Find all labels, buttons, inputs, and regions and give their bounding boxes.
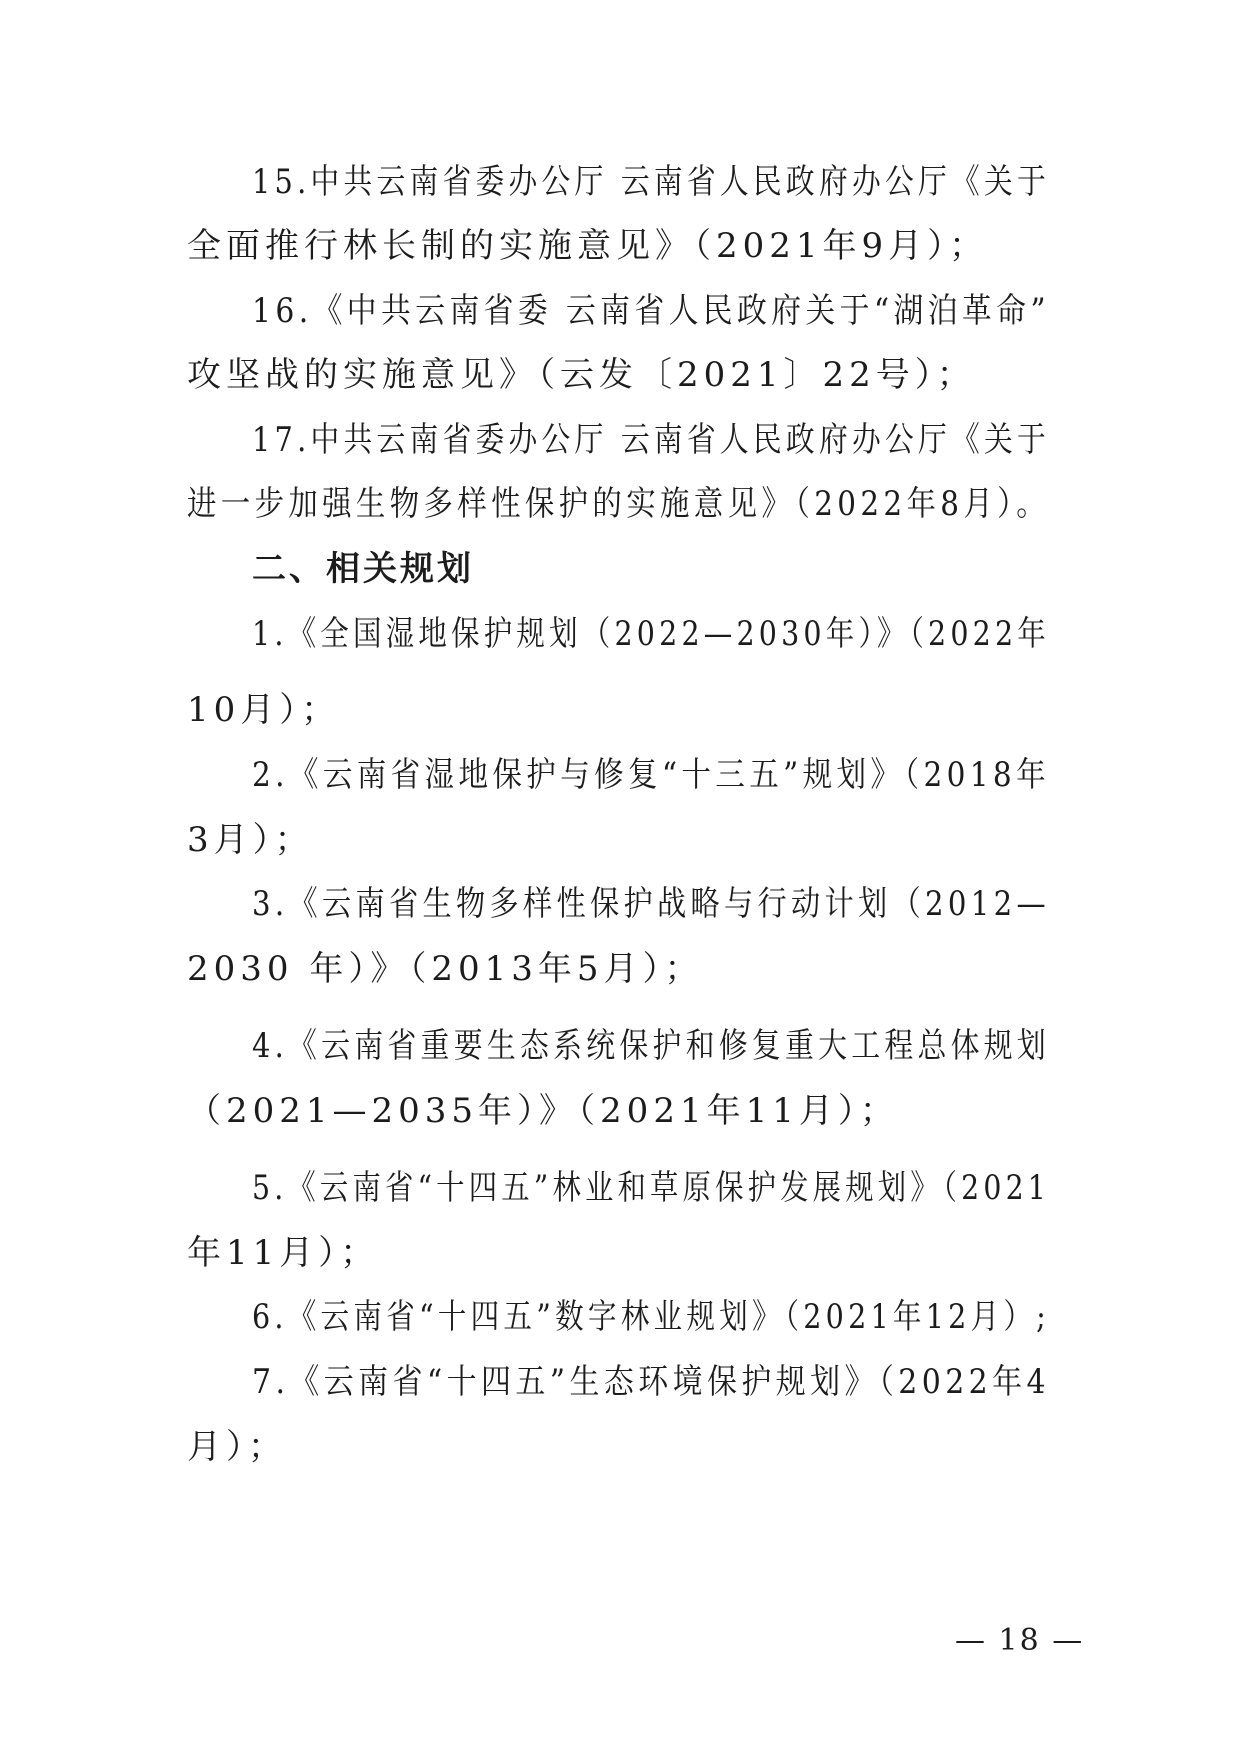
paragraph-line: 7.《云南省“十四五”生态环境保护规划》（2022年4 xyxy=(252,1362,1050,1402)
paragraph-line: 17.中共云南省委办公厅 云南省人民政府办公厅《关于 xyxy=(252,420,1050,460)
paragraph-line: （2021—2035年）》（2021年11月）； xyxy=(187,1091,899,1131)
paragraph-line: 进一步加强生物多样性保护的实施意见》（2022年8月）。 xyxy=(187,484,1050,524)
paragraph-line: 月）； xyxy=(187,1427,287,1467)
paragraph-line: 年11月）； xyxy=(187,1233,380,1273)
paragraph-line: 15.中共云南省委办公厅 云南省人民政府办公厅《关于 xyxy=(252,162,1050,202)
paragraph-line: 4.《云南省重要生态系统保护和修复重大工程总体规划 xyxy=(252,1026,1050,1066)
paragraph-line: 5.《云南省“十四五”林业和草原保护发展规划》（2021 xyxy=(252,1168,1050,1208)
paragraph-line: 攻坚战的实施意见》（云发〔2021〕22号）； xyxy=(187,355,976,395)
paragraph-line: 16.《中共云南省委 云南省人民政府关于“湖泊革命” xyxy=(252,291,1050,331)
paragraph-line: 10月）； xyxy=(187,690,341,730)
section-heading: 二、相关规划 xyxy=(252,549,474,589)
paragraph-line: 6.《云南省“十四五”数字林业规划》（2021年12月）; xyxy=(252,1297,1050,1337)
paragraph-line: 全面推行林长制的实施意见》（2021年9月）； xyxy=(187,226,989,266)
paragraph-line: 3.《云南省生物多样性保护战略与行动计划（2012— xyxy=(252,884,1050,924)
paragraph-line: 2.《云南省湿地保护与修复“十三五”规划》（2018年 xyxy=(252,755,1050,795)
paragraph-line: 1.《全国湿地保护规划（2022—2030年）》（2022年 xyxy=(252,614,1050,654)
paragraph-line: 3月）； xyxy=(187,820,314,860)
paragraph-line: 2030 年）》（2013年5月）； xyxy=(187,949,704,989)
page-number: — 18 — xyxy=(955,1623,1085,1658)
